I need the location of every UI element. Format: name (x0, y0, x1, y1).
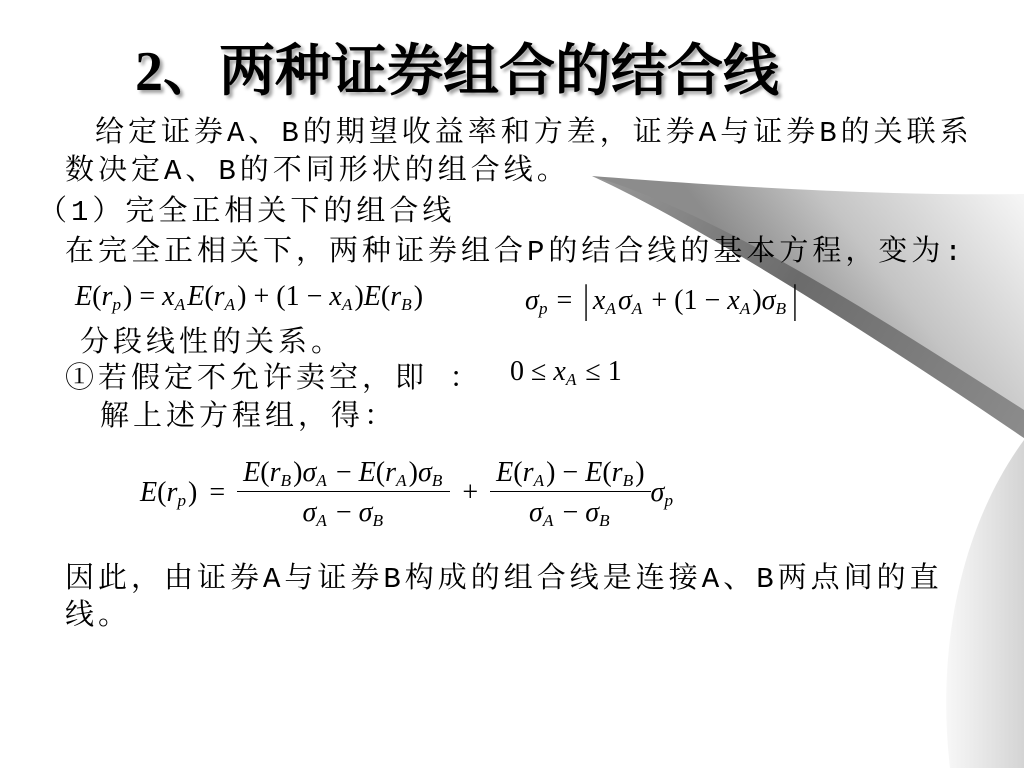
formula-variable: σ (417, 457, 432, 488)
formula-variable: x (162, 281, 175, 312)
formula-subscript: B (372, 511, 384, 531)
formula-variable: x (592, 285, 606, 316)
formula-subscript: A (739, 299, 751, 319)
conclusion-text-line-2: 线。 (65, 600, 132, 633)
formula-operator: ) − (546, 457, 586, 488)
formula-subscript: p (664, 491, 674, 511)
solve-instruction-text: 解上述方程组，得： (100, 401, 398, 434)
formula-variable: σ (525, 285, 539, 316)
formula-subscript: A (174, 295, 186, 315)
formula-operator: ≤ 1 (578, 356, 622, 387)
swoosh-lower-fade (946, 440, 1024, 768)
fraction-intercept-denominator (237, 492, 450, 531)
formula-operator: ) (413, 281, 424, 312)
formula-subscript: A (316, 511, 327, 531)
formula-subscript: B (599, 511, 610, 531)
formula-operator: ) + (1 − (237, 281, 330, 312)
formula-variable: E (75, 281, 93, 312)
piecewise-linear-note: 分段线性的关系。 (80, 327, 345, 360)
formula-variable: x (727, 285, 740, 316)
formula-variable: σ (650, 477, 665, 508)
conclusion-text-line-1: 因此，由证券A与证券B构成的组合线是连接A、B两点间的直 (65, 563, 943, 596)
formula-subscript: A (542, 511, 554, 531)
fraction-intercept (237, 457, 450, 531)
formula-operator: ) (188, 477, 198, 508)
intro-text-line-1: 给定证券A、B的期望收益率和方差，证券A与证券B的关联系 (95, 117, 973, 150)
formula-variable: r (385, 457, 396, 488)
formula-subscript: A (396, 471, 407, 491)
formula-variable: x (329, 281, 342, 312)
formula-subscript: A (316, 471, 327, 491)
no-short-selling-text: ①若假定不允许卖空，即 ： (65, 363, 483, 396)
formula-variable: σ (529, 497, 543, 528)
formula-subscript: A (341, 295, 353, 315)
formula-operator: − (328, 497, 359, 528)
formula-variable: E (243, 457, 261, 488)
formula-variable: r (611, 457, 623, 488)
equals-sign: = (209, 477, 226, 508)
formula-operator: ( (602, 457, 612, 488)
formula-variable: x (553, 356, 566, 387)
formula-variable: r (101, 281, 113, 312)
formula-subscript: B (622, 471, 634, 491)
formula-subscript: A (533, 471, 545, 491)
formula-variable: σ (302, 457, 317, 488)
formula-variable: σ (761, 285, 776, 316)
formula-variable: σ (585, 497, 600, 528)
formula-absolute-value-bar: | (792, 277, 798, 323)
formula-variable: σ (617, 285, 632, 316)
formula-variable: E (496, 457, 514, 488)
expected-return-formula (75, 280, 423, 314)
fraction-slope (490, 457, 650, 531)
formula-variable: E (585, 457, 603, 488)
standard-deviation-formula (525, 277, 802, 323)
formula-subscript: B (775, 299, 787, 319)
combination-line-solution-formula (140, 457, 675, 531)
plus-sign: + (462, 477, 479, 508)
formula-variable: E (187, 281, 205, 312)
formula-variable: E (140, 477, 158, 508)
formula-subscript: A (224, 295, 236, 315)
formula-operator: − (328, 457, 359, 488)
intro-text-line-2: 数决定A、B的不同形状的组合线。 (65, 155, 570, 188)
formula-variable: E (358, 457, 376, 488)
formula-operator: ) (354, 281, 364, 312)
formula-operator: ) (752, 285, 762, 316)
formula-operator: ( (260, 457, 270, 488)
fraction-intercept-numerator (237, 458, 450, 492)
formula-subscript: p (177, 491, 187, 511)
formula-subscript: A (565, 370, 577, 390)
formula-variable: r (522, 457, 534, 488)
formula-subscript: A (605, 299, 616, 319)
formula-operator: 0 ≤ (510, 356, 554, 387)
formula-operator: = (549, 285, 580, 316)
solution-lhs (140, 476, 197, 510)
formula-subscript: B (280, 471, 292, 491)
formula-subscript: A (631, 299, 643, 319)
formula-operator: ( (513, 457, 523, 488)
fraction-slope-numerator (490, 458, 650, 492)
formula-operator: ( (375, 457, 386, 488)
formula-operator: ) = (123, 281, 163, 312)
formula-subscript: p (538, 299, 548, 319)
formula-variable: σ (302, 497, 317, 528)
formula-operator: ( (204, 281, 214, 312)
formula-operator: ) (635, 457, 645, 488)
formula-subscript: p (112, 295, 122, 315)
formula-operator: ( (157, 477, 167, 508)
formula-operator: ( (380, 281, 391, 312)
formula-variable: r (213, 281, 225, 312)
formula-operator: + (1 − (644, 285, 728, 316)
formula-operator: ( (92, 281, 102, 312)
formula-variable: r (390, 281, 402, 312)
formula-variable: E (363, 281, 381, 312)
fraction-slope-denominator (490, 492, 650, 531)
formula-operator: ) (408, 457, 418, 488)
formula-absolute-value-bar: | (583, 277, 589, 323)
solution-sigma-p (651, 476, 676, 510)
formula-subscript: B (401, 295, 412, 315)
formula-operator: ) (293, 457, 303, 488)
formula-variable: r (166, 477, 178, 508)
formula-subscript: B (431, 471, 443, 491)
formula-variable: r (269, 457, 281, 488)
formula-variable: σ (358, 497, 373, 528)
section-heading: （1）完全正相关下的组合线 (38, 196, 456, 229)
no-short-selling-constraint-formula (510, 355, 622, 389)
slide-title: 2、两种证券组合的结合线 (135, 41, 779, 103)
formula-operator: − (555, 497, 586, 528)
equation-intro-text: 在完全正相关下，两种证券组合P的结合线的基本方程，变为: (65, 236, 966, 269)
